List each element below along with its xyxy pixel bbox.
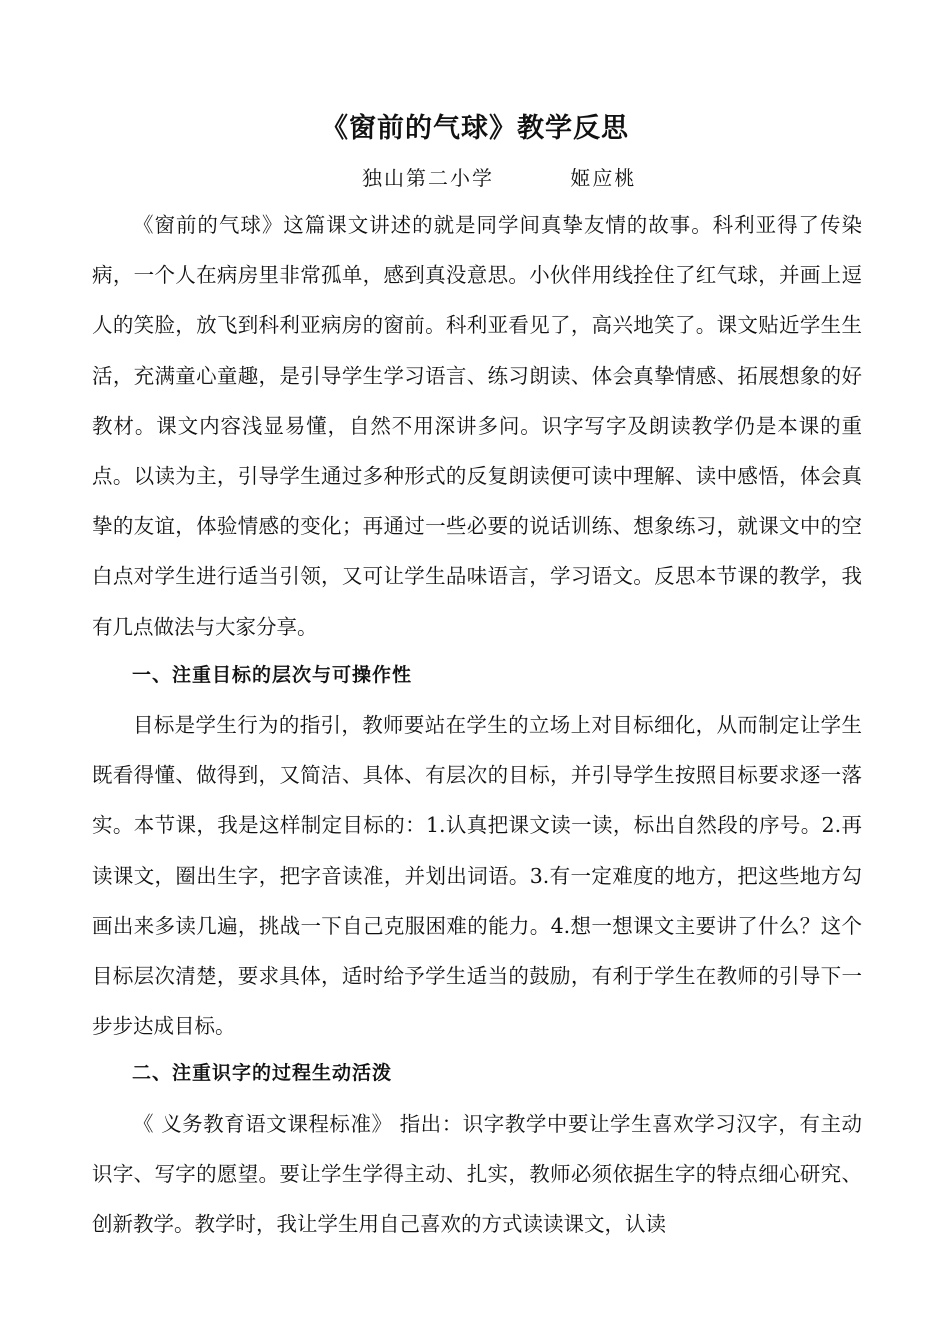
- author-name: 姬应桃: [570, 166, 637, 190]
- paragraph-intro: 《窗前的气球》这篇课文讲述的就是同学间真挚友情的故事。科利亚得了传染病，一个人在病房里非常孤单，感到真没意思。小伙伴用线拴住了红气球，并画上逗人的笑脸，放飞到科利亚病房的窗前。科利亚看见了，高兴地笑了。课文贴近学生生活，充满童心童趣，是引导学生学习语言、练习朗读、体会真挚情感、拓展想象的好教材。课文内容浅显易懂，自然不用深讲多问。识字写字及朗读教学仍是本课的重点。以读为主，引导学生通过多种形式的反复朗读便可读中理解、读中感悟，体会真挚的友谊，体验情感的变化；再通过一些必要的说话训练、想象练习，就课文中的空白点对学生进行适当引领，又可让学生品味语言，学习语文。反思本节课的教学，我有几点做法与大家分享。: [92, 213, 862, 639]
- paragraph-goals: 目标是学生行为的指引，教师要站在学生的立场上对目标细化，从而制定让学生既看得懂、做得到，又简洁、具体、有层次的目标，并引导学生按照目标要求逐一落实。本节课，我是这样制定目标的：1.认真把课文读一读，标出自然段的序号。2.再读课文，圈出生字，把字音读准，并划出词语。3.有一定难度的地方，把这些地方勾画出来多读几遍，挑战一下自己克服困难的能力。4.想一想课文主要讲了什么？这个目标层次清楚，要求具体，适时给予学生适当的鼓励，有利于学生在教师的引导下一步步达成目标。: [92, 713, 862, 1039]
- paragraph-literacy: 《 义务教育语文课程标准》 指出：识字教学中要让学生喜欢学习汉字，有主动识字、写字的愿望。要让学生学得主动、扎实，教师必须依据生字的特点细心研究、创新教学。教学时，我让学生用自己喜欢的方式读读课文，认读: [92, 1112, 862, 1237]
- document-title: 《窗前的气球》教学反思: [321, 113, 629, 144]
- section-heading-1: 一、注重目标的层次与可操作性: [132, 664, 413, 686]
- section-heading-2: 二、注重识字的过程生动活泼: [132, 1062, 393, 1084]
- school-name: 独山第二小学: [362, 166, 494, 190]
- byline: [362, 162, 636, 191]
